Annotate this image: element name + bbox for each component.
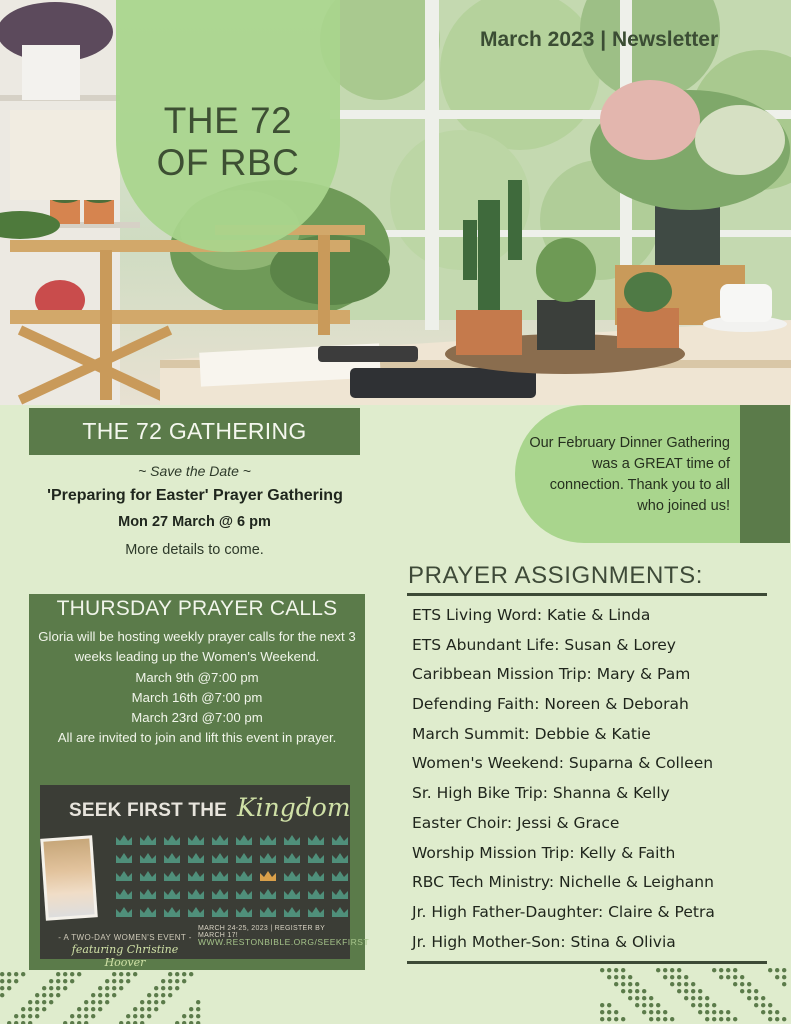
prayer-call-date: March 23rd @7:00 pm: [131, 710, 263, 726]
dinner-note-accent-bar: [740, 405, 790, 543]
prayer-calls-body: [29, 627, 365, 749]
flyer-title-script: Kingdom: [237, 793, 351, 822]
prayer-calls-box: [29, 594, 365, 752]
newsletter-title: [116, 100, 340, 184]
list-item: Sr. High Bike Trip: Shanna & Kelly: [412, 784, 670, 803]
list-item: Defending Faith: Noreen & Deborah: [412, 695, 689, 714]
gathering-date: Mon 27 March @ 6 pm: [118, 514, 271, 530]
list-item: ETS Living Word: Katie & Linda: [412, 606, 651, 624]
prayer-call-date: March 9th @7:00 pm: [135, 669, 259, 685]
list-item: Easter Choir: Jessi & Grace: [412, 813, 620, 832]
list-item: Jr. High Father-Daughter: Claire & Petra: [412, 902, 715, 921]
dot-pattern-right: [600, 968, 791, 1024]
save-the-date: ~ Save the Date ~: [138, 463, 251, 479]
flyer-featuring: featuring Christine Hoover: [71, 943, 179, 969]
prayer-assignments-list: [412, 601, 772, 957]
title-line-2: OF RBC: [156, 142, 300, 183]
prayer-call-date: March 16th @7:00 pm: [131, 689, 263, 705]
list-item: RBC Tech Ministry: Nichelle & Leighann: [412, 873, 714, 892]
flyer-subtitle: - A TWO-DAY WOMEN'S EVENT -: [58, 933, 192, 942]
seek-first-flyer: [40, 785, 370, 969]
title-line-1: THE 72: [163, 100, 293, 141]
dot-pattern-left: [0, 972, 200, 1024]
gathering-event-title: 'Preparing for Easter' Prayer Gathering: [47, 487, 343, 504]
list-item: Worship Mission Trip: Kelly & Faith: [412, 843, 676, 862]
list-item: March Summit: Debbie & Katie: [412, 724, 651, 743]
list-item: ETS Abundant Life: Susan & Lorey: [412, 635, 676, 654]
gathering-more-details: More details to come.: [125, 542, 264, 558]
hero-photo: [0, 0, 791, 405]
crown-pattern-icon: [112, 831, 352, 921]
list-item: Jr. High Mother-Son: Stina & Olivia: [412, 932, 676, 951]
dinner-note-text: Our February Dinner Gathering was a GREAT time of connection. Thank you to all who joined us!: [529, 435, 730, 514]
issue-label: March 2023 | Newsletter: [480, 28, 719, 51]
prayer-assignments-heading: PRAYER ASSIGNMENTS:: [408, 562, 704, 589]
list-item: Women's Weekend: Suparna & Colleen: [412, 754, 714, 773]
speaker-photo: [40, 835, 98, 920]
divider: [407, 961, 767, 964]
prayer-calls-closing: All are invited to join and lift this event in prayer.: [57, 730, 337, 746]
prayer-calls-heading: THURSDAY PRAYER CALLS: [56, 597, 338, 620]
gathering-heading: THE 72 GATHERING: [29, 408, 360, 455]
flyer-title: SEEK FIRST THE: [69, 800, 227, 821]
prayer-calls-intro: Gloria will be hosting weekly prayer calls for the next 3 weeks leading up the Women's Weekend.: [38, 629, 356, 665]
list-item: Caribbean Mission Trip: Mary & Pam: [412, 665, 691, 684]
flyer-dates: MARCH 24-25, 2023 | REGISTER BY MARCH 17!: [198, 925, 325, 939]
flyer-url[interactable]: WWW.RESTONBIBLE.ORG/SEEKFIRST: [198, 937, 370, 947]
divider: [407, 593, 767, 596]
